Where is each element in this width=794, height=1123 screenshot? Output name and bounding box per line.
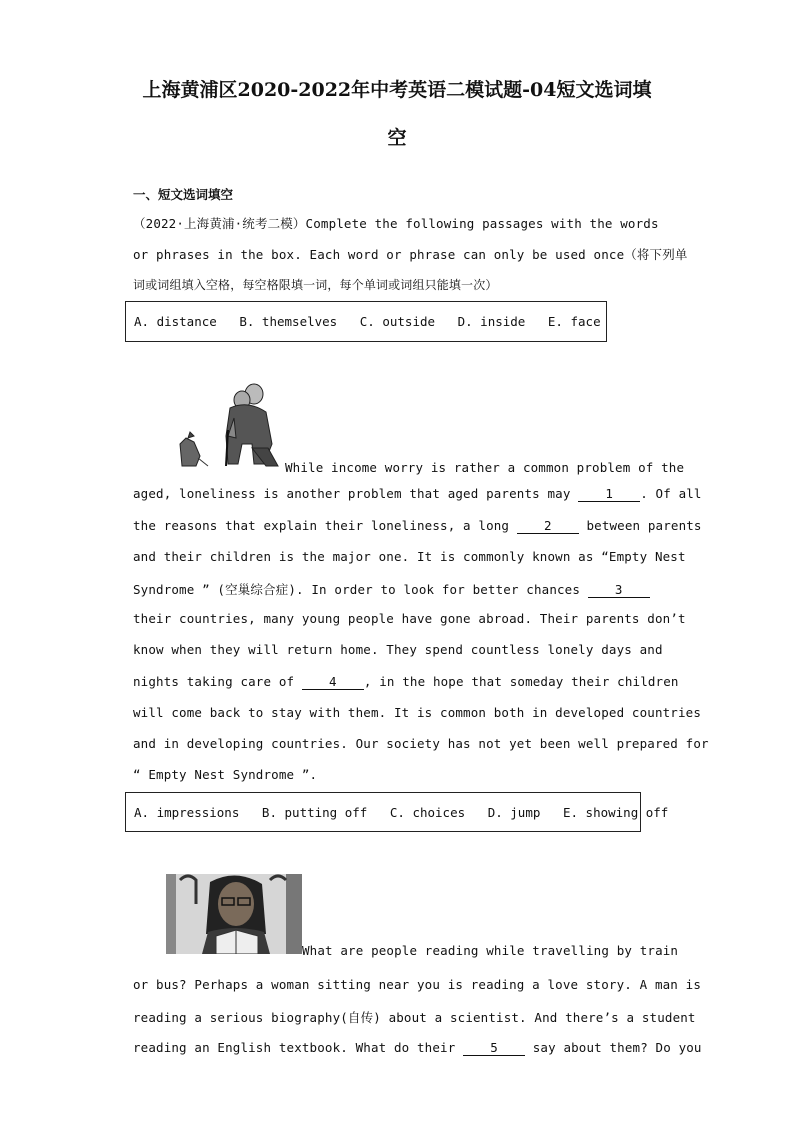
- title-line-1: 上海黄浦区2020-2022年中考英语二模试题-04短文选词填: [142, 79, 652, 101]
- p1-line-7: know when they will return home. They spend countless lonely days and: [133, 642, 663, 657]
- blank-2[interactable]: 2: [517, 519, 579, 534]
- p1-line-6: their countries, many young people have gone abroad. Their parents don’t: [133, 611, 686, 626]
- woman-reading-image: [166, 874, 302, 954]
- blank-3[interactable]: 3: [588, 583, 650, 598]
- p1-line-8: nights taking care of 4 , in the hope that someday their children: [133, 674, 679, 689]
- blank-1[interactable]: 1: [578, 487, 640, 502]
- p1-line-2: aged, loneliness is another problem that aged parents may 1 . Of all: [133, 486, 702, 501]
- p1-line-10: and in developing countries. Our society has not yet been well prepared for: [133, 736, 709, 751]
- p1-line-3: the reasons that explain their loneliness, a long 2 between parents: [133, 518, 702, 533]
- p2-line-4: reading an English textbook. What do their 5 say about them? Do you: [133, 1040, 702, 1055]
- instruction-line-3: 词或词组填入空格，每空格限填一词，每个单词或词组只能填一次）: [133, 278, 498, 292]
- word-box-1: A. distance B. themselves C. outside D. inside E. face: [125, 301, 607, 342]
- p2-line-1: What are people reading while travelling by train: [302, 943, 679, 958]
- p1-line-9: will come back to stay with them. It is common both in developed countries: [133, 705, 701, 720]
- section-heading: 一、短文选词填空: [133, 187, 234, 202]
- p1-line-4: and their children is the major one. It is commonly known as “Empty Nest: [133, 549, 686, 564]
- p1-line-11: “ Empty Nest Syndrome ”.: [133, 767, 318, 782]
- p2-line-3: reading a serious biography(自传) about a scientist. And there’s a student: [133, 1010, 696, 1025]
- p1-line-1: While income worry is rather a common problem of the: [285, 460, 685, 475]
- title-line-2: 空: [387, 127, 407, 149]
- instruction-line-2: or phrases in the box. Each word or phrase can only be used once（将下列单: [133, 247, 688, 262]
- instruction-line-1: （2022·上海黄浦·统考二模）Complete the following passages with the words: [133, 216, 659, 231]
- p2-line-2: or bus? Perhaps a woman sitting near you is reading a love story. A man is: [133, 977, 701, 992]
- blank-5[interactable]: 5: [463, 1041, 525, 1056]
- p1-line-5: Syndrome ” (空巢综合症). In order to look for better chances 3: [133, 580, 650, 598]
- document-title: [120, 66, 674, 162]
- word-box-2: A. impressions B. putting off C. choices D. jump E. showing off: [125, 792, 641, 832]
- blank-4[interactable]: 4: [302, 675, 364, 690]
- elderly-couple-image: [168, 378, 286, 470]
